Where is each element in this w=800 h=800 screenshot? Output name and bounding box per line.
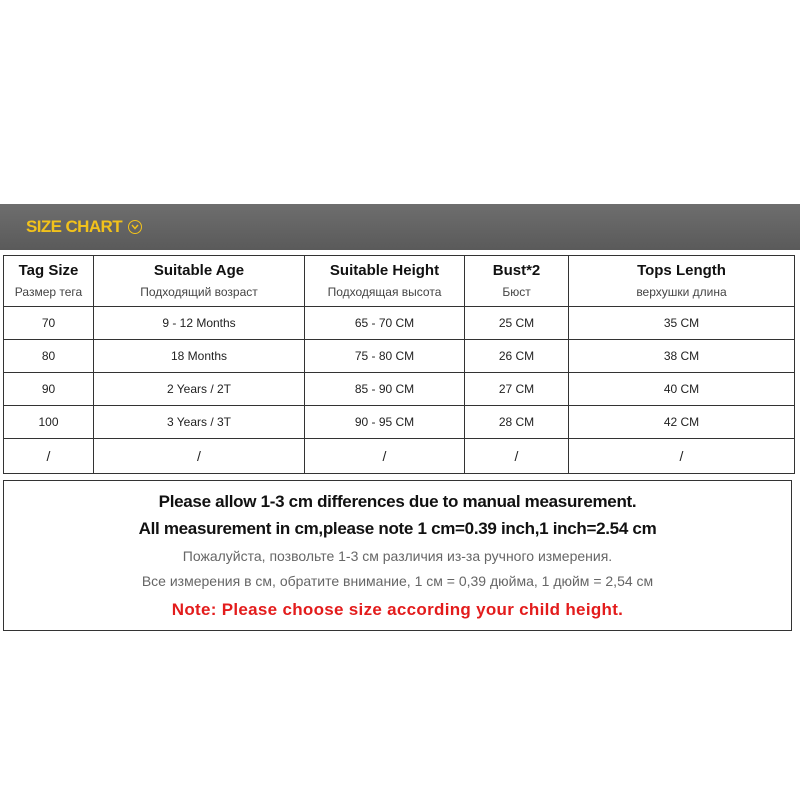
size-chart-banner — [0, 204, 800, 250]
note-units-ru: Все измерения в см, обратите внимание, 1 см = 0,39 дюйма, 1 дюйм = 2,54 см — [141, 573, 654, 589]
table-cell: 38 CM — [569, 340, 795, 373]
header-ru: Размер тега — [14, 285, 83, 299]
header-en: Tag Size — [18, 262, 79, 279]
header-en: Bust*2 — [492, 262, 541, 279]
table-cell: 40 CM — [569, 373, 795, 406]
table-cell: / — [465, 439, 569, 474]
table-header-row — [4, 256, 795, 307]
table-row — [4, 340, 795, 373]
note-tolerance-ru: Пожалуйста, позвольте 1-3 см различия из-за ручного измерения. — [182, 548, 613, 564]
note-units-en: All measurement in cm,please note 1 cm=0.39 inch,1 inch=2.54 cm — [138, 519, 657, 538]
table-cell: 35 CM — [569, 307, 795, 340]
table-cell: 90 — [4, 373, 94, 406]
table-cell: 65 - 70 CM — [305, 307, 465, 340]
table-cell: 26 CM — [465, 340, 569, 373]
table-row — [4, 439, 795, 474]
table-cell: 100 — [4, 406, 94, 439]
header-en: Suitable Age — [153, 262, 245, 279]
table-cell: 42 CM — [569, 406, 795, 439]
table-cell: 9 - 12 Months — [94, 307, 305, 340]
column-header-bust — [465, 256, 569, 307]
note-choose-size-warning: Note: Please choose size according your child height. — [171, 600, 624, 619]
table-cell: 85 - 90 CM — [305, 373, 465, 406]
size-table — [3, 255, 795, 474]
note-tolerance-en: Please allow 1-3 cm differences due to manual measurement. — [158, 492, 637, 511]
column-header-tag-size — [4, 256, 94, 307]
table-row — [4, 307, 795, 340]
header-en: Suitable Height — [329, 262, 440, 279]
header-en: Tops Length — [637, 262, 726, 279]
column-header-tops-length — [569, 256, 795, 307]
header-ru: Подходящий возраст — [140, 285, 258, 299]
table-cell: 27 CM — [465, 373, 569, 406]
header-ru: верхушки длина — [636, 285, 727, 299]
table-cell: 18 Months — [94, 340, 305, 373]
column-header-suitable-age — [94, 256, 305, 307]
header-ru: Подходящая высота — [327, 285, 442, 299]
table-cell: 70 — [4, 307, 94, 340]
size-chart-title: SIZE CHART — [26, 217, 123, 236]
chevron-down-circle-icon — [128, 220, 142, 234]
table-cell: / — [305, 439, 465, 474]
table-cell: / — [569, 439, 795, 474]
table-row — [4, 373, 795, 406]
table-cell: 25 CM — [465, 307, 569, 340]
table-cell: / — [4, 439, 94, 474]
table-cell: / — [94, 439, 305, 474]
table-cell: 75 - 80 CM — [305, 340, 465, 373]
table-cell: 3 Years / 3T — [94, 406, 305, 439]
header-ru: Бюст — [502, 285, 531, 299]
table-cell: 80 — [4, 340, 94, 373]
measurement-notes — [3, 480, 792, 631]
table-cell: 28 CM — [465, 406, 569, 439]
table-cell: 90 - 95 CM — [305, 406, 465, 439]
column-header-suitable-height — [305, 256, 465, 307]
table-cell: 2 Years / 2T — [94, 373, 305, 406]
table-row — [4, 406, 795, 439]
